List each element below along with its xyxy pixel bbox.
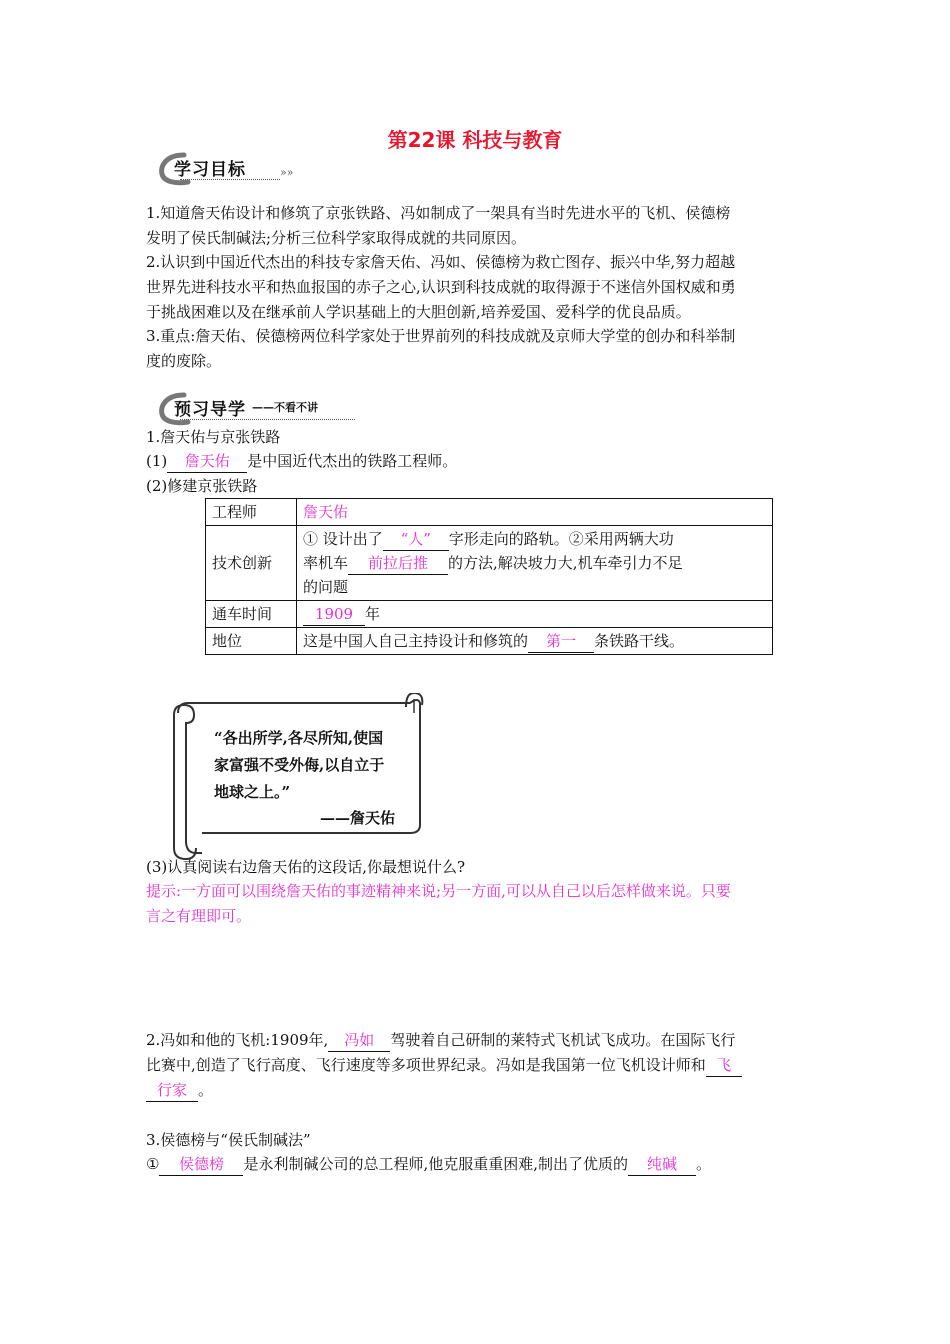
answer-blank: 侯德榜 bbox=[159, 1153, 243, 1176]
table-cell: 1909 年 bbox=[297, 601, 773, 628]
question-line: (1) 詹天佑 是中国近代杰出的铁路工程师。 bbox=[146, 449, 814, 474]
objective-line: 1.知道詹天佑设计和修筑了京张铁路、冯如制成了一架具有当时先进水平的飞机、侯德榜 bbox=[146, 204, 731, 222]
answer-blank: 第一 bbox=[528, 630, 594, 653]
answer-blank: 詹天佑 bbox=[167, 450, 247, 473]
section-header-objectives bbox=[158, 152, 298, 186]
question-heading: 3.侯德榜与“侯氏制碱法” bbox=[146, 1131, 311, 1149]
answer-blank: 纯碱 bbox=[628, 1153, 696, 1176]
objective-line: 2.认识到中国近代杰出的科技专家詹天佑、冯如、侯德榜为救亡图存、振兴中华,努力超越 bbox=[146, 253, 736, 271]
table-row bbox=[206, 628, 773, 655]
table-row bbox=[206, 526, 773, 601]
arrow-icon: »» bbox=[280, 166, 294, 179]
page-title: 第22课 科技与教育 bbox=[387, 128, 563, 152]
question-line: (3)认真阅读右边詹天佑的这段话,你最想说什么? bbox=[146, 858, 466, 876]
quote-text: “各出所学,各尽所知,使国 家富强不受外侮,以自立于 地球之上。” bbox=[214, 729, 385, 801]
hint-line: 提示:一方面可以围绕詹天佑的事迹精神来说;另一方面,可以从自己以后怎样做来说。只要 bbox=[146, 882, 731, 900]
question-line: (2)修建京张铁路 bbox=[146, 477, 258, 495]
objective-line: 于挑战困难以及在继承前人学识基础上的大胆创新,培养爱国、爱科学的优良品质。 bbox=[146, 303, 691, 321]
table-label: 工程师 bbox=[206, 499, 297, 526]
table-row bbox=[206, 499, 773, 526]
quote-author: ——詹天佑 bbox=[320, 809, 396, 827]
answer-blank: 冯如 bbox=[328, 1029, 390, 1052]
section-header-label: 预习导学 bbox=[174, 400, 246, 420]
dotted-rule bbox=[180, 179, 280, 180]
table-cell: ① 设计出了 “人” 字形走向的路轨。②采用两辆大功 率机车 前拉后推 的方法,解决坡力大,机车牵引力不足 的问题 bbox=[297, 526, 773, 601]
question-line: 2.冯如和他的飞机:1909年, 冯如 驾驶着自己研制的莱特式飞机试飞成功。在国际飞行 bbox=[146, 1028, 814, 1053]
section-header-tag: ——不看不讲 bbox=[252, 401, 318, 414]
answer-blank: 行家 bbox=[146, 1079, 198, 1102]
objective-line: 度的废除。 bbox=[146, 352, 222, 370]
section-header-label: 学习目标 bbox=[174, 160, 246, 180]
question-line: ① 侯德榜 是永利制碱公司的总工程师,他克服重重困难,制出了优质的 纯碱 。 bbox=[146, 1152, 814, 1177]
answer-blank: 前拉后推 bbox=[348, 552, 448, 575]
table-cell: 这是中国人自己主持设计和修筑的 第一 条铁路干线。 bbox=[297, 628, 773, 655]
objective-line: 发明了侯氏制碱法;分析三位科学家取得成就的共同原因。 bbox=[146, 229, 527, 247]
answer-blank: “人” bbox=[383, 528, 449, 551]
answer-blank: 飞 bbox=[706, 1054, 742, 1077]
hint-line: 言之有理即可。 bbox=[146, 907, 252, 925]
dotted-rule bbox=[180, 419, 355, 420]
table-row bbox=[206, 601, 773, 628]
railway-table bbox=[205, 498, 773, 655]
quote-scroll bbox=[170, 693, 432, 863]
table-label: 技术创新 bbox=[206, 526, 297, 601]
table-answer: 詹天佑 bbox=[297, 499, 773, 526]
table-label: 地位 bbox=[206, 628, 297, 655]
question-line: 行家 。 bbox=[146, 1078, 814, 1103]
objective-line: 3.重点:詹天佑、侯德榜两位科学家处于世界前列的科技成就及京师大学堂的创办和科举制 bbox=[146, 327, 736, 345]
question-heading: 1.詹天佑与京张铁路 bbox=[146, 428, 281, 446]
question-line: 比赛中,创造了飞行高度、飞行速度等多项世界纪录。冯如是我国第一位飞机设计师和 飞 bbox=[146, 1053, 814, 1078]
answer-blank: 1909 bbox=[303, 603, 365, 626]
objective-line: 世界先进科技水平和热血报国的赤子之心,认识到科技成就的取得源于不迷信外国权威和勇 bbox=[146, 278, 736, 296]
table-label: 通车时间 bbox=[206, 601, 297, 628]
section-header-preview bbox=[158, 392, 378, 426]
